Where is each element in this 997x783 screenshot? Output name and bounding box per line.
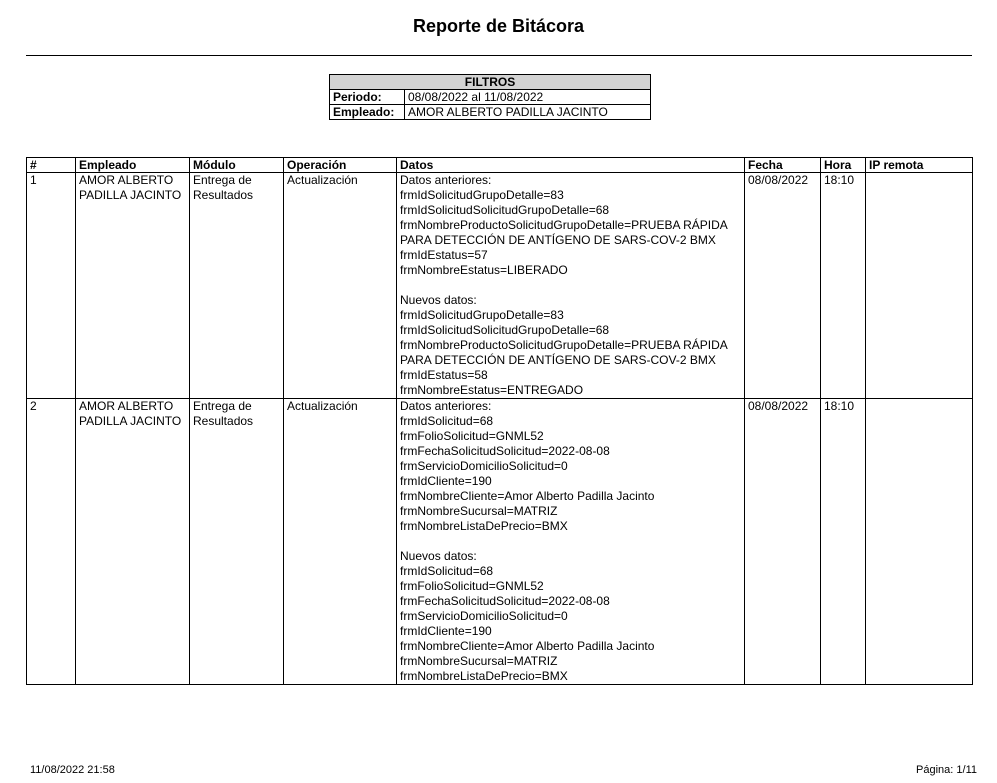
- col-header-operacion: Operación: [284, 158, 397, 173]
- col-header-empleado: Empleado: [76, 158, 190, 173]
- col-header-hora: Hora: [821, 158, 866, 173]
- row-empleado: AMOR ALBERTO PADILLA JACINTO: [76, 399, 190, 685]
- filters-table: [329, 74, 651, 120]
- footer-timestamp: 11/08/2022 21:58: [30, 764, 115, 776]
- periodo-value: 08/08/2022 al 11/08/2022: [405, 90, 651, 105]
- empleado-label: Empleado:: [330, 105, 405, 120]
- row-num: 1: [27, 173, 76, 399]
- col-header-num: #: [27, 158, 76, 173]
- row-ip: [866, 399, 973, 685]
- col-header-modulo: Módulo: [190, 158, 284, 173]
- log-table-header: [27, 158, 973, 173]
- row-empleado: AMOR ALBERTO PADILLA JACINTO: [76, 173, 190, 399]
- empleado-value: AMOR ALBERTO PADILLA JACINTO: [405, 105, 651, 120]
- row-ip: [866, 173, 973, 399]
- row-num: 2: [27, 399, 76, 685]
- col-header-datos: Datos: [397, 158, 745, 173]
- col-header-ip: IP remota: [866, 158, 973, 173]
- row-modulo: Entrega de Resultados: [190, 173, 284, 399]
- row-hora: 18:10: [821, 173, 866, 399]
- row-datos: Datos anteriores: frmIdSolicitudGrupoDetalle=83 frmIdSolicitudSolicitudGrupoDetalle=68 frmNombreProductoSolicitudGrupoDetalle=PRUEBA RÁPIDA PARA DETECCIÓN DE ANTÍGENO DE SARS-COV-2 BMX frmIdEstatus=57 frmNombreEstatus=LIBERADO Nuevos datos: frmIdSolicitudGrupoDetalle=83 frmIdSolicitudSolicitudGrupoDetalle=68 frmNombreProductoSolicitudGrupoDetalle=PRUEBA RÁPIDA PARA DETECCIÓN DE ANTÍGENO DE SARS-COV-2 BMX frmIdEstatus=58 frmNombreEstatus=ENTREGADO: [397, 173, 745, 399]
- table-row: [27, 173, 973, 399]
- row-fecha: 08/08/2022: [745, 173, 821, 399]
- row-operacion: Actualización: [284, 173, 397, 399]
- row-fecha: 08/08/2022: [745, 399, 821, 685]
- title-divider: [26, 55, 972, 56]
- row-hora: 18:10: [821, 399, 866, 685]
- col-header-fecha: Fecha: [745, 158, 821, 173]
- row-modulo: Entrega de Resultados: [190, 399, 284, 685]
- row-operacion: Actualización: [284, 399, 397, 685]
- table-row: [27, 399, 973, 685]
- report-title: Reporte de Bitácora: [412, 16, 585, 36]
- filters-header: FILTROS: [330, 75, 651, 90]
- log-table: [26, 157, 973, 685]
- periodo-label: Periodo:: [330, 90, 405, 105]
- filter-row-periodo: [330, 90, 651, 105]
- row-datos: Datos anteriores: frmIdSolicitud=68 frmFolioSolicitud=GNML52 frmFechaSolicitudSolicitud=2022-08-08 frmServicioDomicilioSolicitud=0 frmIdCliente=190 frmNombreCliente=Amor Alberto Padilla Jacinto frmNombreSucursal=MATRIZ frmNombreListaDePrecio=BMX Nuevos datos: frmIdSolicitud=68 frmFolioSolicitud=GNML52 frmFechaSolicitudSolicitud=2022-08-08 frmServicioDomicilioSolicitud=0 frmIdCliente=190 frmNombreCliente=Amor Alberto Padilla Jacinto frmNombreSucursal=MATRIZ frmNombreListaDePrecio=BMX: [397, 399, 745, 685]
- filter-row-empleado: [330, 105, 651, 120]
- footer-page-number: Página: 1/11: [916, 764, 977, 776]
